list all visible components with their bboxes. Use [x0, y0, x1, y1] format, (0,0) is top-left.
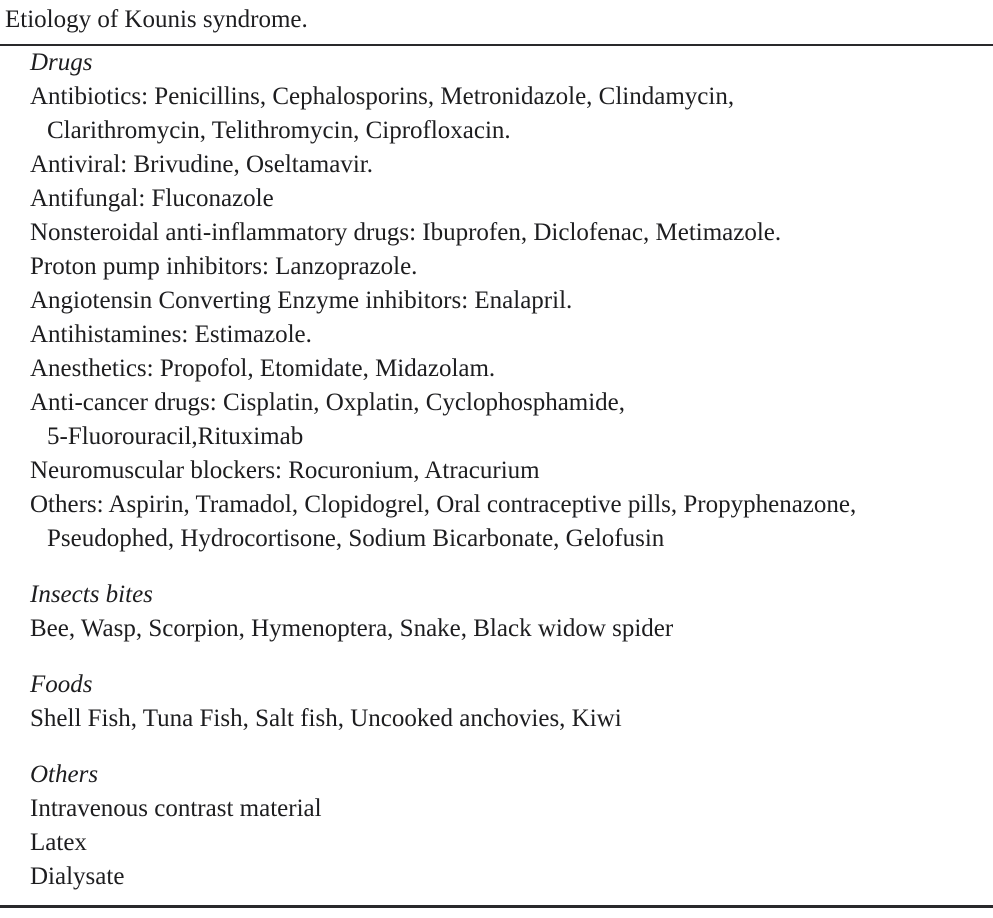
table-line: Shell Fish, Tuna Fish, Salt fish, Uncooked anchovies, Kiwi — [30, 705, 622, 732]
table-line-continuation: 5-Fluorouracil,Rituximab — [47, 423, 304, 450]
section-drugs — [30, 46, 985, 556]
table-line: Antihistamines: Estimazole. — [30, 321, 312, 348]
table-line: Neuromuscular blockers: Rocuronium, Atracurium — [30, 457, 540, 484]
table-line: Antiviral: Brivudine, Oseltamavir. — [30, 151, 373, 178]
table-line: Antifungal: Fluconazole — [30, 185, 274, 212]
table-line: Nonsteroidal anti-inflammatory drugs: Ibuprofen, Diclofenac, Metimazole. — [30, 219, 782, 246]
section-others — [30, 758, 985, 894]
section-foods — [30, 668, 985, 736]
table-line: Intravenous contrast material — [30, 795, 322, 822]
table-line: Bee, Wasp, Scorpion, Hymenoptera, Snake, Black widow spider — [30, 615, 674, 642]
table-line: Angiotensin Converting Enzyme inhibitors: Enalapril. — [30, 287, 573, 314]
table-line: Others: Aspirin, Tramadol, Clopidogrel, Oral contraceptive pills, Propyphenazone, — [30, 491, 857, 518]
table-line-continuation: Clarithromycin, Telithromycin, Ciprofloxacin. — [47, 117, 511, 144]
table-bottom-rule — [0, 905, 993, 908]
section-heading: Foods — [30, 671, 93, 698]
table-line: Anti-cancer drugs: Cisplatin, Oxplatin, Cyclophosphamide, — [30, 389, 626, 416]
table-line: Antibiotics: Penicillins, Cephalosporins, Metronidazole, Clindamycin, — [30, 83, 735, 110]
table-body — [0, 46, 993, 894]
section-heading: Others — [30, 761, 99, 788]
table-line: Anesthetics: Propofol, Etomidate, Midazolam. — [30, 355, 496, 382]
section-heading: Insects bites — [30, 581, 153, 608]
table-line: Dialysate — [30, 863, 125, 890]
table-line: Proton pump inhibitors: Lanzoprazole. — [30, 253, 418, 280]
table-line: Latex — [30, 829, 87, 856]
section-insects-bites — [30, 578, 985, 646]
table-line-continuation: Pseudophed, Hydrocortisone, Sodium Bicarbonate, Gelofusin — [47, 525, 665, 552]
table-caption: Etiology of Kounis syndrome. — [5, 6, 308, 33]
section-heading: Drugs — [30, 49, 93, 76]
